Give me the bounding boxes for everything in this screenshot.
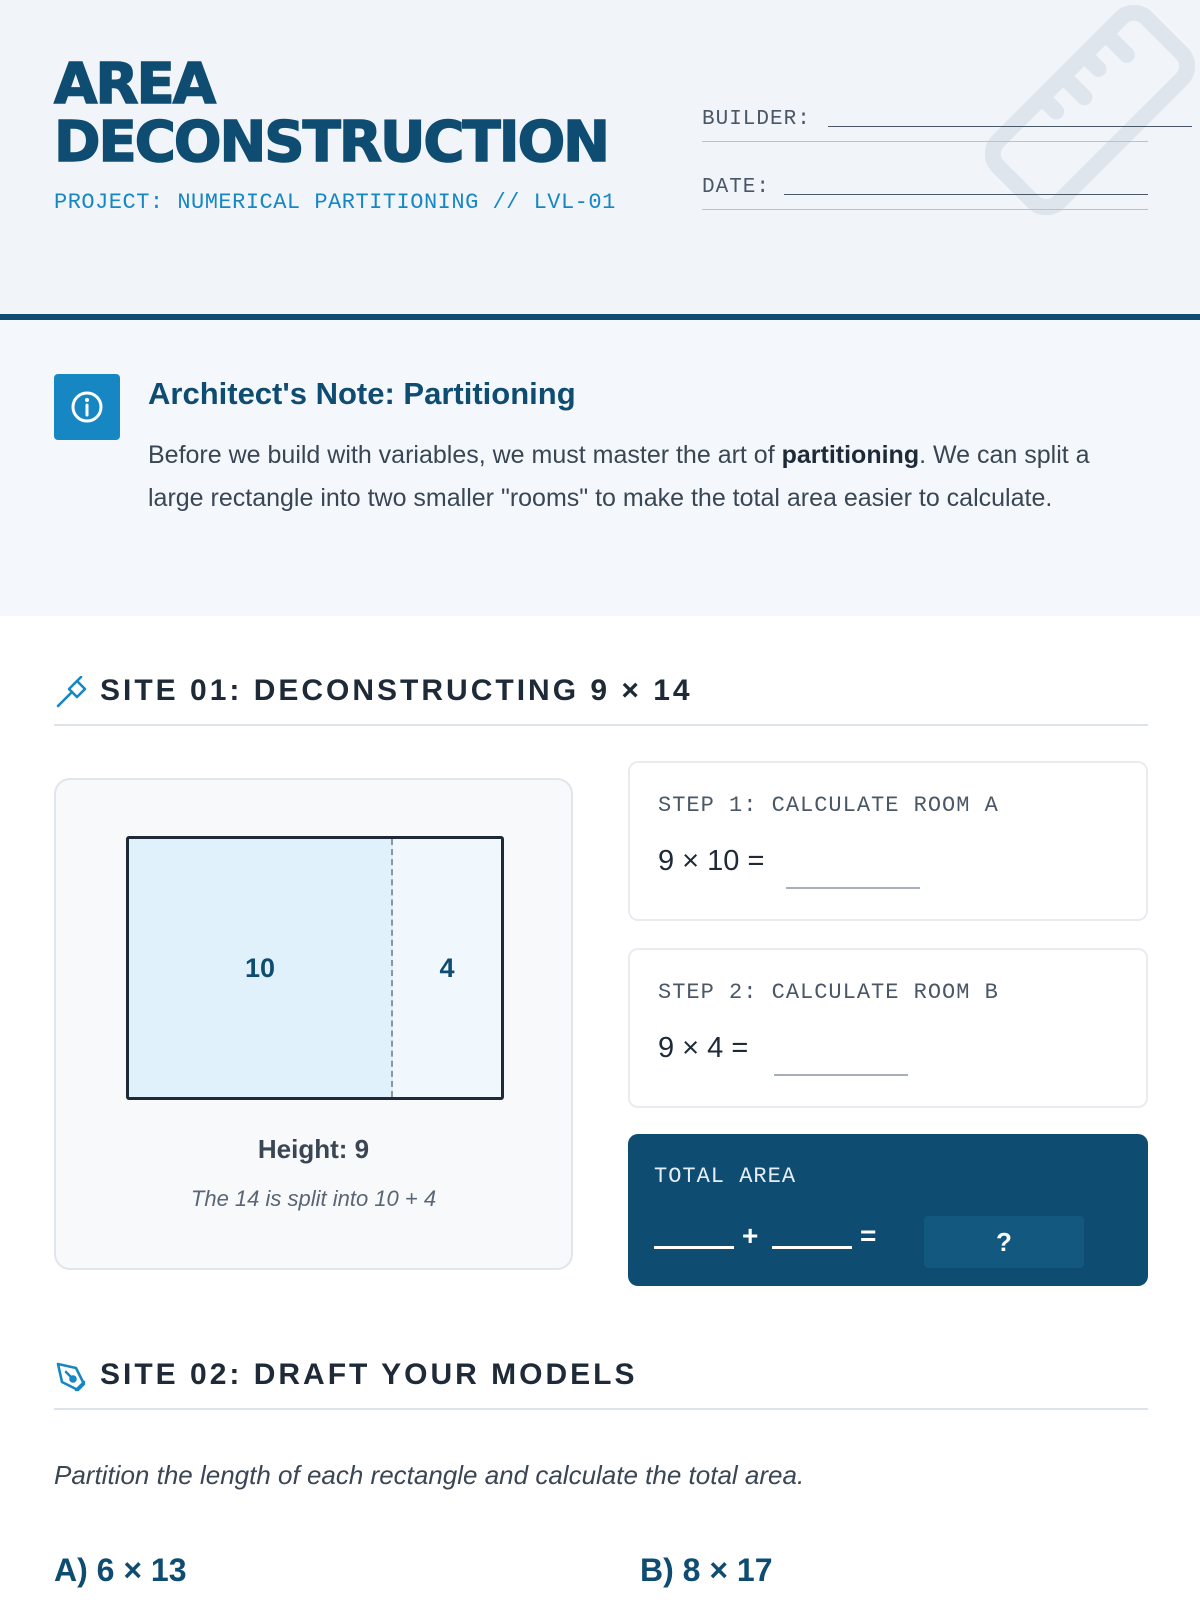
note-body-end: . We can split a large rectangle into two smaller "rooms" to make the total area easier to calculate. <box>148 441 1090 512</box>
builder-field[interactable] <box>702 110 1148 142</box>
partitioned-rectangle <box>126 836 504 1100</box>
note-body-start: Before we build with variables, we must master the art of <box>148 441 782 469</box>
note-body <box>148 434 1138 520</box>
site-02-title: SITE 02: DRAFT YOUR MODELS <box>100 1358 638 1391</box>
total-blank-1[interactable] <box>654 1246 734 1249</box>
room-a <box>129 839 393 1097</box>
room-b-length: 4 <box>439 952 455 983</box>
note-body-bold: partitioning <box>781 441 920 469</box>
room-a-length: 10 <box>244 952 276 983</box>
equals-sign: = <box>860 1220 877 1251</box>
split-caption: The 14 is split into 10 + 4 <box>190 1186 437 1211</box>
step-2-label: STEP 2: CALCULATE ROOM B <box>658 980 999 1005</box>
room-b <box>393 839 501 1097</box>
date-field[interactable] <box>702 178 1148 210</box>
worksheet-header <box>0 0 1200 320</box>
note-title: Architect's Note: Partitioning <box>148 376 576 411</box>
hammer-icon <box>54 676 88 710</box>
total-area-equation <box>654 1216 1134 1268</box>
project-subtitle: PROJECT: NUMERICAL PARTITIONING // LVL-01 <box>54 190 616 215</box>
site-02-instruction: Partition the length of each rectangle and calculate the total area. <box>54 1460 805 1490</box>
problem-a: A) 6 × 13 <box>54 1552 187 1588</box>
step-1-answer-blank[interactable] <box>786 887 920 889</box>
problem-b: B) 8 × 17 <box>640 1552 773 1588</box>
step-1-label: STEP 1: CALCULATE ROOM A <box>658 793 999 818</box>
architects-note <box>0 320 1200 616</box>
total-answer-box[interactable]: ? <box>924 1216 1084 1268</box>
step-2-equation: 9 × 4 = <box>658 1032 749 1064</box>
builder-label: BUILDER: <box>702 108 811 131</box>
area-diagram-card <box>54 778 573 1270</box>
step-1-equation: 9 × 10 = <box>658 845 765 877</box>
step-2-answer-blank[interactable] <box>774 1074 908 1076</box>
title-line-2: DECONSTRUCTION <box>54 110 609 175</box>
total-area-label: TOTAL AREA <box>654 1164 797 1189</box>
title-line-1: AREA <box>54 52 215 117</box>
height-label: Height: 9 <box>257 1134 370 1164</box>
date-line <box>784 194 1148 195</box>
plus-sign: + <box>742 1220 759 1251</box>
builder-line <box>828 126 1192 127</box>
site-01-title: SITE 01: DECONSTRUCTING 9 × 14 <box>100 674 693 707</box>
step-1-card <box>628 761 1148 921</box>
step-2-card <box>628 948 1148 1108</box>
info-icon <box>54 374 120 440</box>
site-01-header <box>54 664 1148 726</box>
page-title <box>54 52 609 175</box>
pencil-ruler-icon <box>54 1360 88 1394</box>
total-area-card <box>628 1134 1148 1286</box>
total-blank-2[interactable] <box>772 1246 852 1249</box>
site-02-header <box>54 1348 1148 1410</box>
date-label: DATE: <box>702 176 771 199</box>
